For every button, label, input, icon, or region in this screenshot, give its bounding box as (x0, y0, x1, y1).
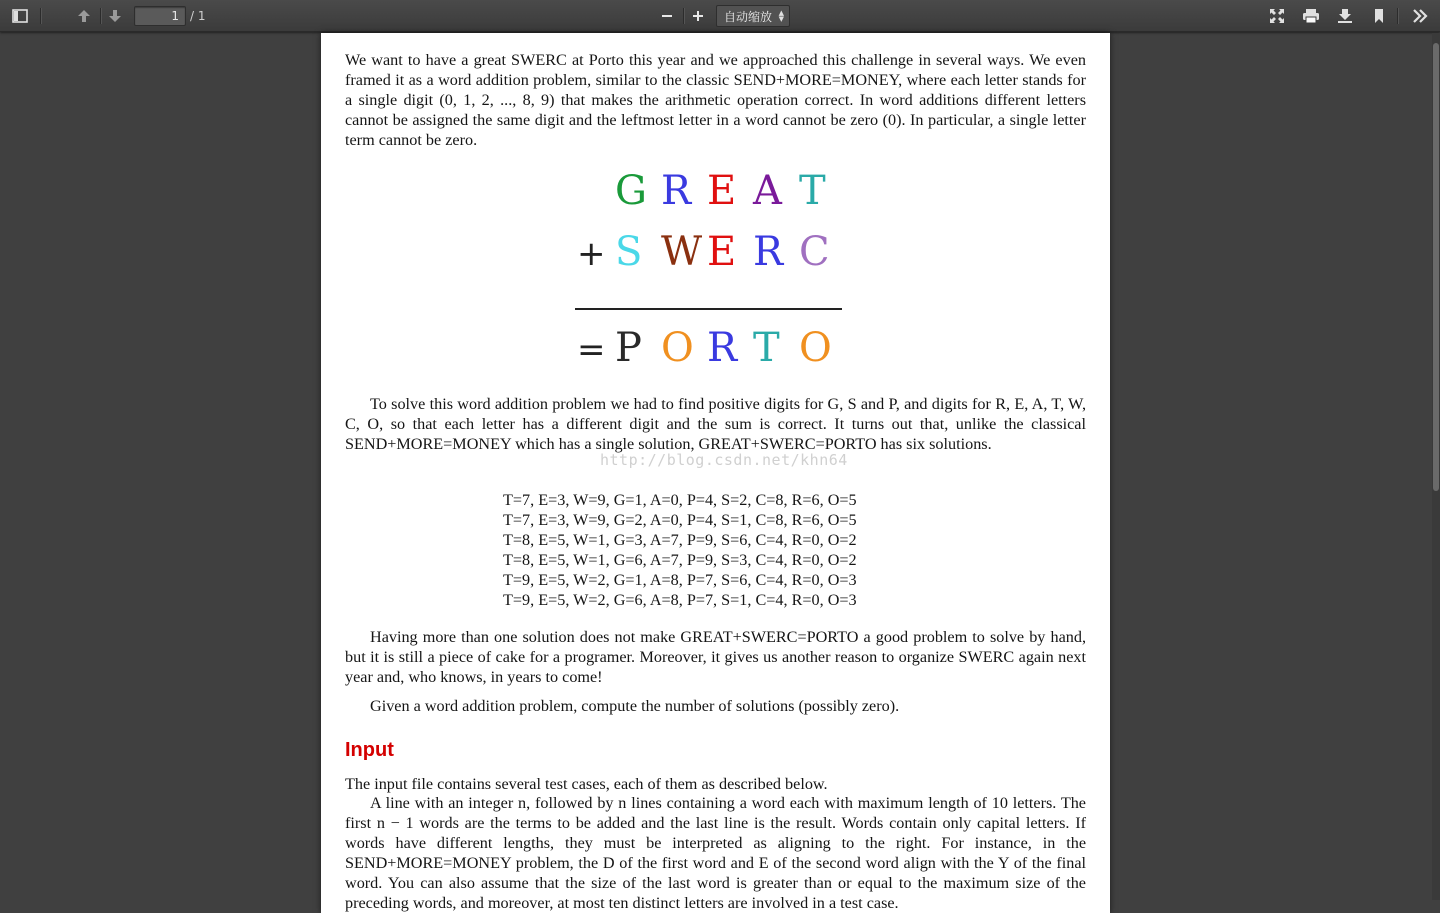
solution-line: T=8, E=5, W=1, G=6, A=7, P=9, S=3, C=4, R=0, O=2 (503, 551, 857, 569)
equation-letter: T (753, 325, 780, 371)
toolbar-divider (1397, 8, 1398, 24)
equation-letter: O (799, 325, 832, 371)
watermark-text: http://blog.csdn.net/khn64 (600, 451, 848, 469)
page-number-input[interactable] (134, 6, 186, 26)
solution-line: T=8, E=5, W=1, G=3, A=7, P=9, S=6, C=4, R=0, O=2 (503, 531, 857, 549)
more-paragraph: Having more than one solution does not make GREAT+SWERC=PORTO a good problem to solve by hand, but it is still a piece of cake for a programer. Moreover, it gives us another reason to organize SWERC again next year and, who knows, in years to come! (345, 628, 1086, 686)
equation-letter: O (661, 325, 694, 371)
solution-line: T=9, E=5, W=2, G=6, A=8, P=7, S=1, C=4, R=0, O=3 (503, 591, 857, 609)
zoom-select[interactable] (716, 5, 790, 27)
arrow-down-icon (108, 9, 122, 23)
equation-letter: G (615, 168, 647, 214)
input-paragraph-2: A line with an integer n, followed by n lines containing a word each with maximum length of 10 letters. The first n − 1 words are the terms to be added and the last line is the result. Words contain only capital letters. If words have different lengths, they must be interpreted as aligning to the right. For instance, in the SEND+MORE=MONEY problem, the D of the first word and E of the second word align with the Y of the final word. You can also assume that the size of the last word is greater than or equal to the maximum size of the preceding words, and moreover, at most ten distinct letters are involved in a test case. (345, 794, 1086, 912)
equation-term-great (321, 169, 1110, 213)
equation-term-swerc-row (321, 230, 1110, 274)
select-arrows-icon: ▲ ▼ (778, 9, 784, 23)
equation-letter: E (707, 168, 737, 214)
task-paragraph: Given a word addition problem, compute the number of solutions (possibly zero). (370, 697, 900, 715)
fullscreen-icon (1269, 8, 1285, 24)
solution-line: T=7, E=3, W=9, G=1, A=0, P=4, S=2, C=8, R=6, O=5 (503, 491, 857, 509)
vertical-scrollbar[interactable] (1432, 33, 1440, 900)
equation-letter: W (661, 229, 703, 275)
download-icon (1337, 8, 1353, 24)
plus-icon (692, 10, 704, 22)
download-button[interactable] (1331, 4, 1359, 28)
solution-line: T=9, E=5, W=2, G=1, A=8, P=7, S=6, C=4, R=0, O=3 (503, 571, 857, 589)
plus-sign: + (577, 234, 606, 274)
equation-letter: E (707, 229, 737, 275)
sidebar-toggle-icon (12, 9, 28, 23)
solve-paragraph: To solve this word addition problem we had to find positive digits for G, S and P, and digits for R, E, A, T, W, C, O, so that each letter has a different digit and the sum is correct. It turns out that, unlike the classical SEND+MORE=MONEY which has a single solution, GREAT+SWERC=PORTO has six solutions. (345, 395, 1086, 453)
print-button[interactable] (1297, 4, 1325, 28)
intro-paragraph: We want to have a great SWERC at Porto this year and we approached this challenge in several ways. We even framed it as a word addition problem, similar to the classic SEND+MORE=MONEY, where each letter stands for a single digit (0, 1, 2, ..., 8, 9) that makes the arithmetic operation correct. In word additions different letters cannot be assigned the same digit and the leftmost letter in a word cannot be zero (0). In particular, a single letter term cannot be zero. (345, 51, 1086, 149)
arrow-up-icon (77, 9, 91, 23)
pdf-toolbar (0, 0, 1440, 32)
solution-line: T=7, E=3, W=9, G=2, A=0, P=4, S=1, C=8, R=6, O=5 (503, 511, 857, 529)
previous-page-button[interactable] (70, 4, 98, 28)
zoom-in-button[interactable] (684, 4, 712, 28)
pdf-page (321, 33, 1110, 913)
equation-letter: R (753, 229, 784, 275)
zoom-out-button[interactable] (653, 4, 681, 28)
bookmark-icon (1373, 8, 1385, 24)
tools-menu-button[interactable] (1406, 4, 1434, 28)
input-heading: Input (345, 739, 394, 761)
print-icon (1302, 8, 1320, 24)
equals-sign: = (577, 330, 606, 370)
zoom-select-value: 自动缩放 (724, 9, 773, 24)
equation-rule (575, 308, 842, 310)
next-page-button[interactable] (101, 4, 129, 28)
equation-result-row (321, 326, 1110, 370)
equation-letter: R (661, 168, 692, 214)
minus-icon (661, 10, 673, 22)
bookmark-button[interactable] (1365, 4, 1393, 28)
page-count: / 1 (190, 9, 206, 23)
input-paragraph-1: The input file contains several test cases, each of them as described below. (345, 775, 828, 793)
equation-letter: S (615, 229, 643, 275)
equation-letter: A (753, 168, 782, 214)
presentation-mode-button[interactable] (1263, 4, 1291, 28)
equation-letter: R (707, 325, 738, 371)
sidebar-toggle-button[interactable] (6, 4, 34, 28)
toolbar-divider (40, 8, 41, 24)
equation-letter: P (615, 325, 642, 371)
solutions-list (503, 490, 943, 610)
double-chevron-right-icon (1412, 9, 1428, 23)
scrollbar-thumb[interactable] (1433, 43, 1439, 491)
equation-letter: C (799, 229, 830, 275)
equation-letter: T (799, 168, 826, 214)
